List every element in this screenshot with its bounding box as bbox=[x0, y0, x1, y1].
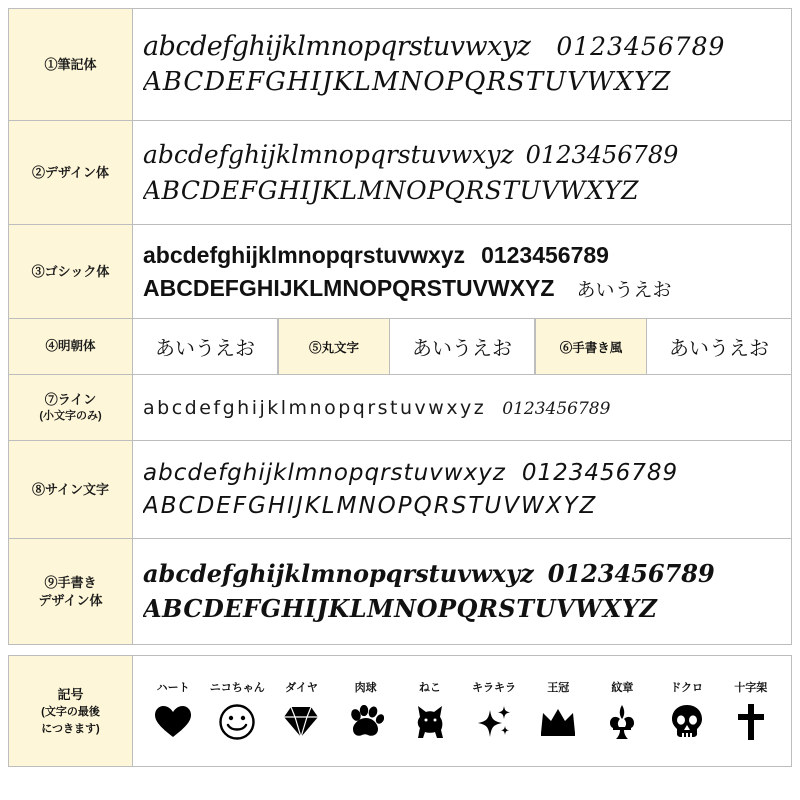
row-label-text: ⑨手書き bbox=[44, 574, 97, 590]
table-row bbox=[9, 121, 792, 225]
row-sample-handwrite-design bbox=[133, 539, 792, 644]
sample-text: abcdefghijklmnopqrstuvwxyz bbox=[143, 396, 487, 419]
crown-icon bbox=[537, 701, 579, 743]
symbol-caption: ねこ bbox=[418, 681, 441, 694]
sample-numbers: 0123456789 bbox=[556, 32, 726, 62]
row-sample-design bbox=[133, 121, 792, 224]
symbol-item-cat bbox=[399, 679, 461, 743]
table-row bbox=[9, 319, 792, 375]
sample-text: abcdefghijklmnopqrstuvwxyz bbox=[143, 31, 531, 63]
table-row bbox=[9, 375, 792, 441]
section-divider bbox=[8, 645, 792, 655]
sample-line-uppercase bbox=[143, 592, 781, 627]
row-label-mincho bbox=[9, 319, 133, 374]
symbol-caption: 紋章 bbox=[611, 681, 634, 694]
fleur-de-lis-icon bbox=[601, 701, 643, 743]
row-label-text: ⑦ライン bbox=[44, 392, 97, 408]
sample-text: ABCDEFGHIJKLMNOPQRSTUVWXYZ bbox=[143, 493, 598, 520]
sample-numbers: 0123456789 bbox=[547, 559, 715, 589]
sample-text: abcdefghijklmnopqrstuvwxyz bbox=[143, 459, 506, 486]
row-label-subtext: デザイン体 bbox=[38, 592, 103, 608]
pawprint-icon bbox=[345, 701, 387, 743]
symbol-caption: ハート bbox=[156, 681, 190, 694]
sample-line-lowercase bbox=[143, 29, 781, 65]
sample-line-lowercase bbox=[143, 556, 781, 592]
row-sample-signature bbox=[133, 441, 792, 538]
sample-text: ABCDEFGHIJKLMNOPQRSTUVWXYZ bbox=[143, 176, 640, 206]
row-sample-mincho bbox=[133, 319, 278, 374]
symbol-label-text: 記号 bbox=[57, 686, 84, 702]
sample-line-uppercase bbox=[143, 272, 781, 305]
row-sample-handwriting bbox=[647, 319, 792, 374]
sample-japanese: あいうえお bbox=[155, 336, 255, 360]
symbol-list bbox=[133, 656, 791, 766]
symbol-label-subtext-1: (文字の最後 bbox=[41, 706, 100, 719]
sample-line-uppercase bbox=[143, 173, 781, 208]
symbol-caption: ニコちゃん bbox=[209, 681, 265, 694]
row-label-line bbox=[9, 375, 133, 440]
cat-icon bbox=[409, 701, 451, 743]
font-sample-table bbox=[8, 8, 792, 645]
sample-numbers: 0123456789 bbox=[525, 140, 679, 169]
row-label-subtext: (小文字のみ) bbox=[39, 409, 102, 422]
cross-icon bbox=[730, 701, 772, 743]
table-row bbox=[9, 225, 792, 319]
symbol-caption: ドクロ bbox=[670, 681, 703, 694]
symbol-item-smiley bbox=[206, 679, 268, 743]
symbol-caption: 肉球 bbox=[354, 681, 377, 694]
sample-text: abcdefghijklmnopqrstuvwxyz bbox=[143, 139, 514, 169]
symbol-caption: 十字架 bbox=[734, 681, 768, 694]
sample-numbers: 0123456789 bbox=[502, 398, 611, 419]
symbol-item-sparkle bbox=[463, 679, 525, 743]
skull-icon bbox=[666, 701, 708, 743]
row-label-handwrite-design bbox=[9, 539, 133, 644]
sample-line-lowercase bbox=[143, 397, 781, 419]
sample-text: ABCDEFGHIJKLMNOPQRSTUVWXYZ bbox=[143, 66, 672, 97]
smiley-icon bbox=[216, 701, 258, 743]
row-label-text: ④明朝体 bbox=[45, 339, 96, 354]
row-label-script bbox=[9, 9, 133, 120]
sample-line-lowercase bbox=[143, 238, 781, 273]
symbol-item-diamond bbox=[270, 679, 332, 743]
sparkle-icon bbox=[473, 701, 515, 743]
sample-text: ABCDEFGHIJKLMNOPQRSTUVWXYZ bbox=[143, 594, 658, 624]
diamond-icon bbox=[280, 701, 322, 743]
row-label-handwriting bbox=[535, 319, 647, 374]
sample-numbers: 0123456789 bbox=[521, 459, 679, 486]
symbol-item-fleur-de-lis bbox=[591, 679, 653, 743]
row-label-signature bbox=[9, 441, 133, 538]
sample-text: ABCDEFGHIJKLMNOPQRSTUVWXYZ bbox=[143, 275, 555, 302]
sample-line-lowercase bbox=[143, 456, 781, 491]
table-row bbox=[9, 539, 792, 645]
symbol-section-label bbox=[9, 656, 133, 766]
symbol-label-subtext-2: につきます) bbox=[41, 722, 100, 735]
symbol-item-pawprint bbox=[335, 679, 397, 743]
symbol-item-skull bbox=[656, 679, 718, 743]
row-label-maru bbox=[278, 319, 390, 374]
sample-line-uppercase bbox=[143, 490, 781, 523]
heart-icon bbox=[152, 701, 194, 743]
row-sample-maru bbox=[390, 319, 535, 374]
row-label-design bbox=[9, 121, 133, 224]
row-label-text: ⑥手書き風 bbox=[559, 340, 623, 355]
row-label-text: ①筆記体 bbox=[44, 56, 97, 72]
row-label-text: ⑤丸文字 bbox=[308, 340, 359, 355]
sample-numbers: 0123456789 bbox=[481, 241, 609, 268]
row-sample-script bbox=[133, 9, 792, 120]
sample-text: abcdefghijklmnopqrstuvwxyz bbox=[143, 241, 466, 268]
sample-line-lowercase bbox=[143, 137, 781, 173]
table-row bbox=[9, 441, 792, 539]
symbol-item-cross bbox=[720, 679, 782, 743]
sample-japanese: あいうえお bbox=[669, 336, 769, 360]
sample-japanese: あいうえお bbox=[412, 336, 512, 360]
row-sample-gothic bbox=[133, 225, 792, 318]
symbol-caption: キラキラ bbox=[472, 681, 517, 694]
symbol-caption: ダイヤ bbox=[285, 681, 318, 694]
row-sample-line bbox=[133, 375, 792, 440]
row-label-text: ③ゴシック体 bbox=[31, 263, 110, 279]
row-label-text: ②デザイン体 bbox=[31, 164, 110, 180]
row-label-gothic bbox=[9, 225, 133, 318]
sample-text: abcdefghijklmnopqrstuvwxyz bbox=[143, 559, 534, 589]
table-row bbox=[9, 9, 792, 121]
symbol-item-crown bbox=[527, 679, 589, 743]
symbol-caption: 王冠 bbox=[547, 681, 570, 694]
sample-line-uppercase bbox=[143, 66, 781, 100]
symbol-section bbox=[8, 655, 792, 767]
row-label-text: ⑧サイン文字 bbox=[31, 481, 110, 497]
symbol-item-heart bbox=[142, 679, 204, 743]
sample-japanese: あいうえお bbox=[576, 279, 672, 302]
